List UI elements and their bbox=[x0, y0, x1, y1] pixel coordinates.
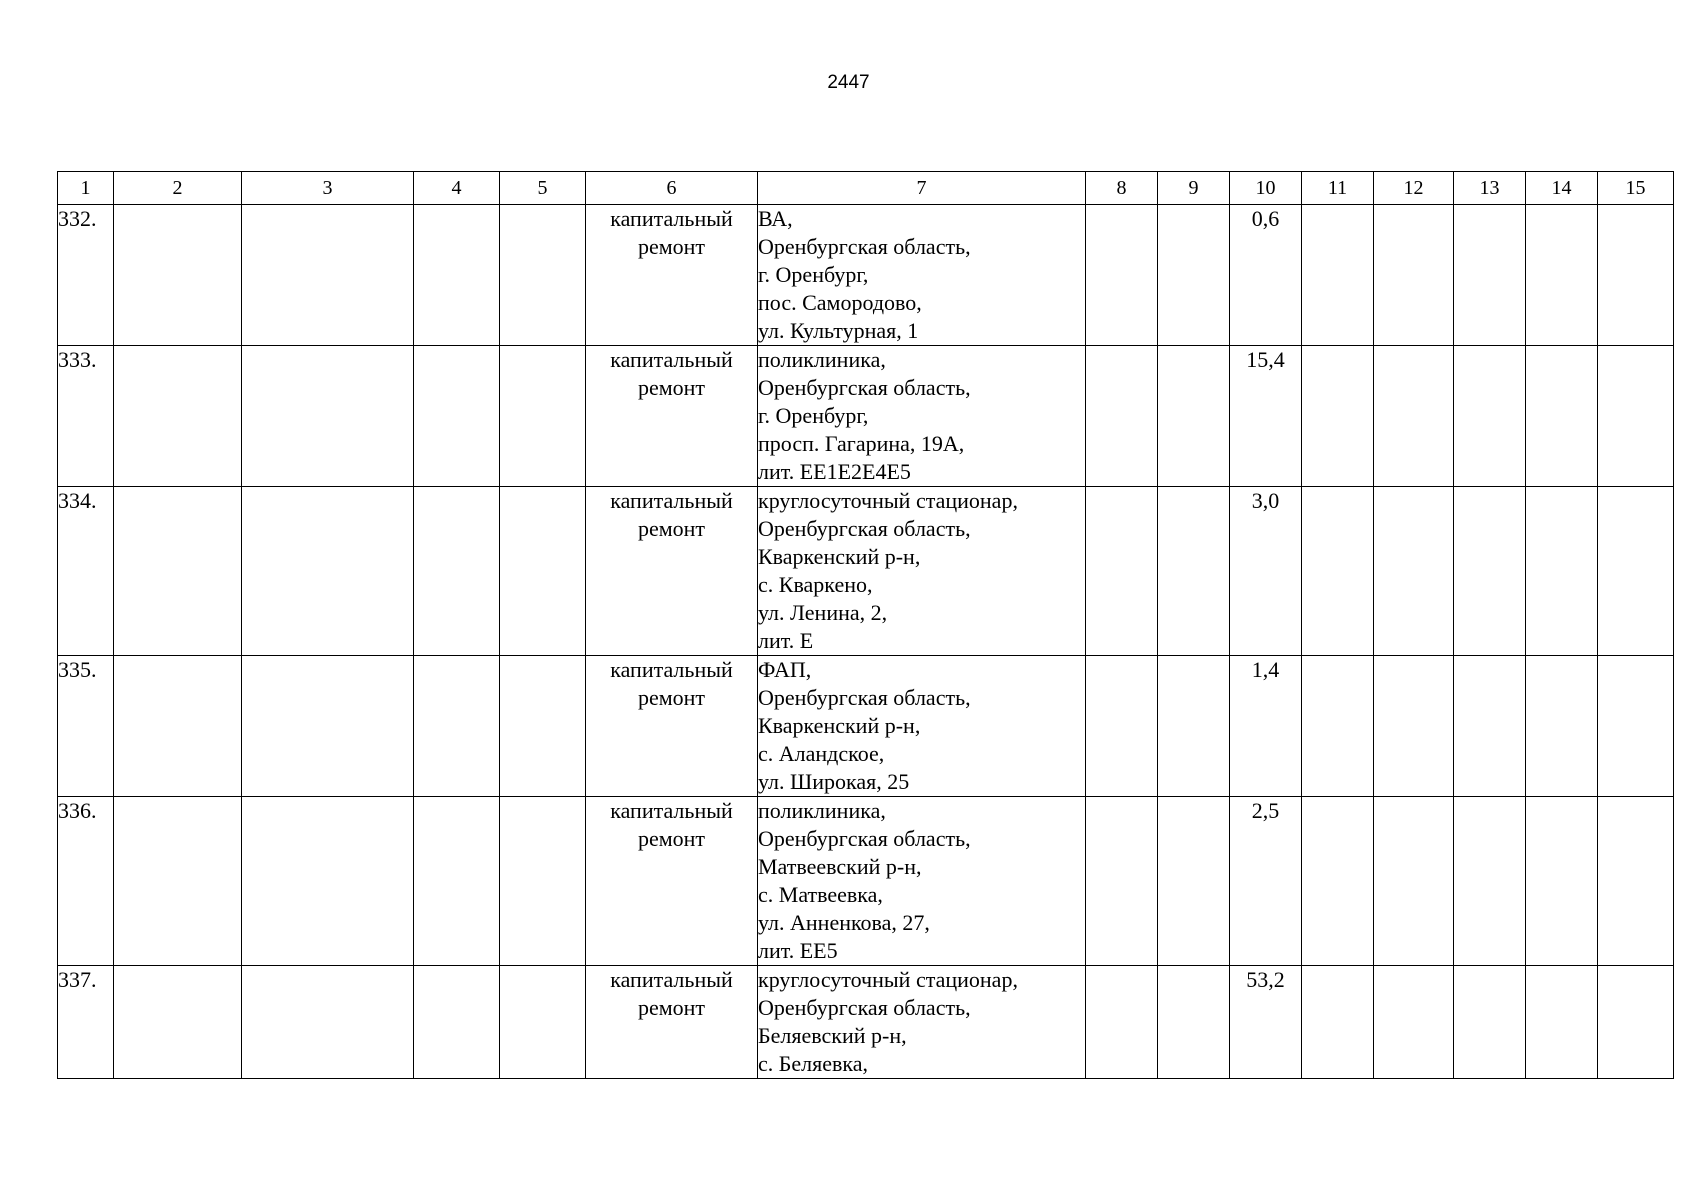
empty-cell bbox=[1158, 205, 1230, 346]
column-header: 4 bbox=[414, 172, 500, 205]
empty-cell bbox=[500, 487, 586, 656]
empty-cell bbox=[414, 346, 500, 487]
work-type-line: капитальный bbox=[610, 967, 733, 992]
column-header: 8 bbox=[1086, 172, 1158, 205]
amount-cell: 0,6 bbox=[1230, 205, 1302, 346]
work-type-cell bbox=[586, 966, 758, 1079]
empty-cell bbox=[1158, 797, 1230, 966]
empty-cell bbox=[500, 966, 586, 1079]
empty-cell bbox=[1302, 797, 1374, 966]
amount-cell: 53,2 bbox=[1230, 966, 1302, 1079]
empty-cell bbox=[1302, 205, 1374, 346]
empty-cell bbox=[114, 205, 242, 346]
address-line: пос. Самородово, bbox=[758, 290, 922, 315]
work-type-line: ремонт bbox=[637, 516, 706, 541]
empty-cell bbox=[1526, 205, 1598, 346]
empty-cell bbox=[114, 656, 242, 797]
empty-cell bbox=[1598, 656, 1674, 797]
work-type-line: капитальный bbox=[610, 798, 733, 823]
empty-cell bbox=[1454, 346, 1526, 487]
empty-cell bbox=[1526, 797, 1598, 966]
empty-cell bbox=[1302, 656, 1374, 797]
empty-cell bbox=[1598, 487, 1674, 656]
address-line: Оренбургская область, bbox=[758, 995, 971, 1020]
data-table bbox=[57, 171, 1674, 1079]
empty-cell bbox=[1374, 205, 1454, 346]
address-line: просп. Гагарина, 19А, bbox=[758, 431, 965, 456]
empty-cell bbox=[114, 487, 242, 656]
row-number: 335. bbox=[58, 656, 114, 797]
object-address-cell bbox=[758, 797, 1086, 966]
empty-cell bbox=[1086, 966, 1158, 1079]
column-header: 1 bbox=[58, 172, 114, 205]
amount-cell: 1,4 bbox=[1230, 656, 1302, 797]
work-type-line: ремонт bbox=[637, 375, 706, 400]
address-line: г. Оренбург, bbox=[758, 262, 869, 287]
address-line: Оренбургская область, bbox=[758, 375, 971, 400]
address-line: круглосуточный стационар, bbox=[758, 967, 1018, 992]
row-number: 334. bbox=[58, 487, 114, 656]
empty-cell bbox=[1598, 966, 1674, 1079]
work-type-line: ремонт bbox=[637, 685, 706, 710]
empty-cell bbox=[1526, 966, 1598, 1079]
empty-cell bbox=[114, 966, 242, 1079]
empty-cell bbox=[1454, 487, 1526, 656]
column-header: 6 bbox=[586, 172, 758, 205]
empty-cell bbox=[414, 205, 500, 346]
table-row bbox=[58, 205, 1674, 346]
address-line: Матвеевский р-н, bbox=[758, 854, 922, 879]
work-type-line: капитальный bbox=[610, 657, 733, 682]
empty-cell bbox=[242, 346, 414, 487]
address-line: с. Аландское, bbox=[758, 741, 885, 766]
work-type-line: капитальный bbox=[610, 488, 733, 513]
amount-cell: 3,0 bbox=[1230, 487, 1302, 656]
address-line: ул. Культурная, 1 bbox=[758, 318, 919, 343]
row-number: 336. bbox=[58, 797, 114, 966]
address-line: поликлиника, bbox=[758, 798, 886, 823]
object-address-cell bbox=[758, 966, 1086, 1079]
empty-cell bbox=[1158, 346, 1230, 487]
table-row bbox=[58, 966, 1674, 1079]
address-line: ул. Широкая, 25 bbox=[758, 769, 910, 794]
column-header: 11 bbox=[1302, 172, 1374, 205]
empty-cell bbox=[1158, 656, 1230, 797]
empty-cell bbox=[1598, 346, 1674, 487]
column-header: 15 bbox=[1598, 172, 1674, 205]
address-line: Оренбургская область, bbox=[758, 685, 971, 710]
address-line: с. Матвеевка, bbox=[758, 882, 883, 907]
row-number: 337. bbox=[58, 966, 114, 1079]
object-address-cell bbox=[758, 656, 1086, 797]
empty-cell bbox=[1526, 656, 1598, 797]
empty-cell bbox=[1086, 205, 1158, 346]
empty-cell bbox=[414, 656, 500, 797]
work-type-line: ремонт bbox=[637, 995, 706, 1020]
empty-cell bbox=[1302, 966, 1374, 1079]
empty-cell bbox=[1526, 487, 1598, 656]
empty-cell bbox=[1086, 797, 1158, 966]
empty-cell bbox=[1374, 656, 1454, 797]
object-address-cell bbox=[758, 487, 1086, 656]
empty-cell bbox=[1454, 966, 1526, 1079]
empty-cell bbox=[1374, 487, 1454, 656]
work-type-line: ремонт bbox=[637, 826, 706, 851]
column-header: 9 bbox=[1158, 172, 1230, 205]
empty-cell bbox=[500, 205, 586, 346]
amount-cell: 2,5 bbox=[1230, 797, 1302, 966]
address-line: Кваркенский р-н, bbox=[758, 544, 921, 569]
column-header: 2 bbox=[114, 172, 242, 205]
row-number: 333. bbox=[58, 346, 114, 487]
address-line: лит. Е bbox=[758, 628, 814, 653]
empty-cell bbox=[1598, 797, 1674, 966]
empty-cell bbox=[1598, 205, 1674, 346]
empty-cell bbox=[1158, 487, 1230, 656]
work-type-line: ремонт bbox=[637, 234, 706, 259]
empty-cell bbox=[414, 966, 500, 1079]
empty-cell bbox=[242, 966, 414, 1079]
object-address-cell bbox=[758, 205, 1086, 346]
empty-cell bbox=[414, 797, 500, 966]
column-header: 3 bbox=[242, 172, 414, 205]
column-header: 10 bbox=[1230, 172, 1302, 205]
work-type-cell bbox=[586, 797, 758, 966]
work-type-cell bbox=[586, 656, 758, 797]
empty-cell bbox=[1454, 797, 1526, 966]
empty-cell bbox=[500, 797, 586, 966]
empty-cell bbox=[114, 797, 242, 966]
column-header: 14 bbox=[1526, 172, 1598, 205]
table-row bbox=[58, 346, 1674, 487]
table-header-row bbox=[58, 172, 1674, 205]
work-type-line: капитальный bbox=[610, 347, 733, 372]
address-line: поликлиника, bbox=[758, 347, 886, 372]
empty-cell bbox=[1374, 797, 1454, 966]
table-row bbox=[58, 487, 1674, 656]
empty-cell bbox=[500, 346, 586, 487]
page-number: 2447 bbox=[827, 72, 870, 93]
empty-cell bbox=[242, 205, 414, 346]
empty-cell bbox=[1302, 346, 1374, 487]
table-row bbox=[58, 797, 1674, 966]
empty-cell bbox=[1086, 346, 1158, 487]
work-type-cell bbox=[586, 205, 758, 346]
work-type-cell bbox=[586, 487, 758, 656]
empty-cell bbox=[1158, 966, 1230, 1079]
empty-cell bbox=[1454, 205, 1526, 346]
address-line: Оренбургская область, bbox=[758, 234, 971, 259]
amount-cell: 15,4 bbox=[1230, 346, 1302, 487]
empty-cell bbox=[1374, 346, 1454, 487]
table-row bbox=[58, 656, 1674, 797]
address-line: ВА, bbox=[758, 206, 793, 231]
work-type-line: капитальный bbox=[610, 206, 733, 231]
empty-cell bbox=[242, 487, 414, 656]
column-header: 7 bbox=[758, 172, 1086, 205]
empty-cell bbox=[1302, 487, 1374, 656]
address-line: Оренбургская область, bbox=[758, 826, 971, 851]
address-line: Кваркенский р-н, bbox=[758, 713, 921, 738]
empty-cell bbox=[1454, 656, 1526, 797]
address-line: круглосуточный стационар, bbox=[758, 488, 1018, 513]
address-line: с. Кваркено, bbox=[758, 572, 873, 597]
work-type-cell bbox=[586, 346, 758, 487]
empty-cell bbox=[1086, 656, 1158, 797]
empty-cell bbox=[1374, 966, 1454, 1079]
empty-cell bbox=[242, 656, 414, 797]
column-header: 13 bbox=[1454, 172, 1526, 205]
empty-cell bbox=[114, 346, 242, 487]
column-header: 12 bbox=[1374, 172, 1454, 205]
address-line: с. Беляевка, bbox=[758, 1051, 869, 1076]
empty-cell bbox=[1526, 346, 1598, 487]
address-line: ФАП, bbox=[758, 657, 812, 682]
address-line: г. Оренбург, bbox=[758, 403, 869, 428]
object-address-cell bbox=[758, 346, 1086, 487]
address-line: Оренбургская область, bbox=[758, 516, 971, 541]
address-line: лит. ЕЕ5 bbox=[758, 938, 838, 963]
address-line: ул. Ленина, 2, bbox=[758, 600, 888, 625]
empty-cell bbox=[500, 656, 586, 797]
address-line: ул. Анненкова, 27, bbox=[758, 910, 930, 935]
empty-cell bbox=[1086, 487, 1158, 656]
row-number: 332. bbox=[58, 205, 114, 346]
empty-cell bbox=[242, 797, 414, 966]
column-header: 5 bbox=[500, 172, 586, 205]
address-line: лит. ЕЕ1Е2Е4Е5 bbox=[758, 459, 911, 484]
address-line: Беляевский р-н, bbox=[758, 1023, 907, 1048]
empty-cell bbox=[414, 487, 500, 656]
